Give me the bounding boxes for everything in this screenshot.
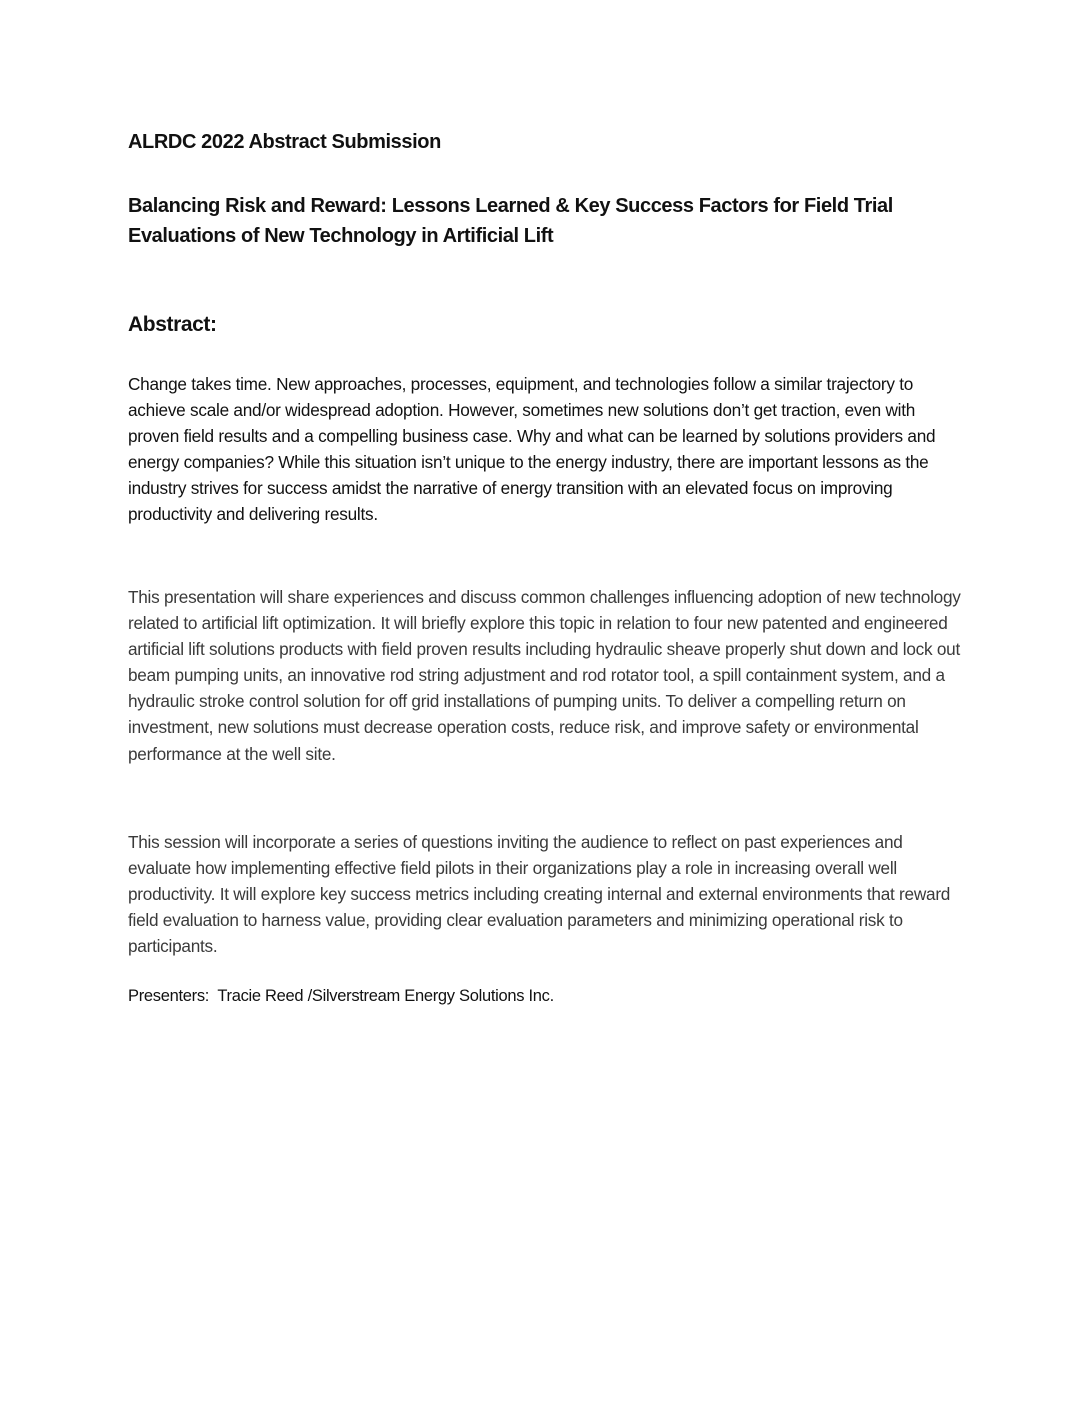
- abstract-heading: Abstract:: [128, 313, 217, 336]
- abstract-paragraph-3: This session will incorporate a series of questions inviting the audience to reflect on past experiences and evaluate how implementing effective field pilots in their organizations play a role in increasing overall well productivity. It will explore key success metrics including creating internal and external environments that reward field evaluation to harness value, providing clear evaluation parameters and minimizing operational risk to participants.: [128, 832, 951, 957]
- abstract-paragraph-1: Change takes time. New approaches, processes, equipment, and technologies follow a similar trajectory to achieve scale and/or widespread adoption. However, sometimes new solutions don’t get traction, even with proven field results and a compelling business case. Why and what can be learned by solutions providers and energy companies? While this situation isn’t unique to the energy industry, there are important lessons as the industry strives for success amidst the narrative of energy transition with an elevated focus on improving productivity and delivering results.: [128, 374, 936, 525]
- abstract-paragraph-2: This presentation will share experiences and discuss common challenges influencing adoption of new technology related to artificial lift optimization. It will briefly explore this topic in relation to four new patented and engineered artificial lift solutions products with field proven results including hydraulic sheave properly shut down and lock out beam pumping units, an innovative rod string adjustment and rod rotator tool, a spill containment system, and a hydraulic stroke control solution for off grid installations of pumping units. To deliver a compelling return on investment, new solutions must decrease operation costs, reduce risk, and improve safety or environmental performance at the well site.: [128, 587, 961, 764]
- paper-title: Balancing Risk and Reward: Lessons Learned & Key Success Factors for Field Trial Evaluations of New Technology in Artificial Lift: [128, 195, 893, 247]
- conference-title: ALRDC 2022 Abstract Submission: [128, 131, 441, 153]
- presenters-line: Presenters: Tracie Reed /Silverstream Energy Solutions Inc.: [128, 987, 554, 1005]
